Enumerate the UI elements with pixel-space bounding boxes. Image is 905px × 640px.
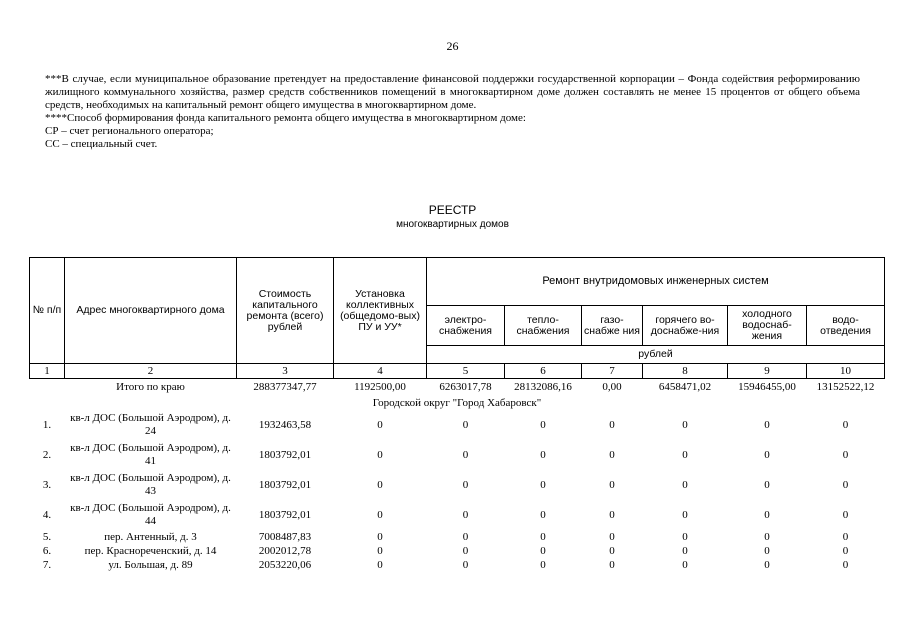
footnote-ss: СС – специальный счет. — [45, 138, 158, 150]
row-cell: 0 — [682, 531, 688, 543]
total-row — [30, 379, 885, 396]
total-cell: 28132086,16 — [514, 381, 572, 393]
total-cell: 13152522,12 — [816, 381, 875, 393]
row-cell: 0 — [609, 531, 615, 543]
header-cold-water: холодного водоснаб-жения — [728, 306, 807, 346]
row-cell: 0 — [540, 559, 546, 571]
row-cell: 0 — [609, 419, 615, 431]
registry-title: РЕЕСТР — [428, 203, 477, 217]
total-cell: 6458471,02 — [658, 381, 712, 393]
column-number: 8 — [643, 364, 728, 379]
row-number: 1. — [42, 419, 52, 431]
row-cell: 0 — [462, 449, 469, 461]
header-meters: Установка коллективных (общедомо-вых) ПУ и УУ* — [334, 258, 427, 364]
row-cell: 0 — [764, 531, 770, 543]
header-cost: Стоимость капитального ремонта (всего) рублей — [237, 258, 334, 364]
row-cell: 0 — [609, 559, 615, 571]
row-number: 7. — [42, 559, 52, 571]
row-cell: 0 — [842, 509, 849, 521]
table-row — [30, 440, 885, 470]
registry-table — [29, 257, 885, 572]
row-cell: 0 — [462, 419, 469, 431]
page-number: 26 — [446, 39, 459, 53]
row-cell: 0 — [682, 509, 688, 521]
column-number: 1 — [30, 364, 65, 379]
row-cell: 0 — [842, 531, 849, 543]
row-cost: 1803792,01 — [258, 449, 312, 461]
row-cell: 0 — [377, 479, 383, 491]
row-cell: 0 — [842, 449, 849, 461]
row-address: ул. Большая, д. 89 — [108, 558, 193, 571]
total-cell: 6263017,78 — [439, 381, 492, 393]
region-row — [30, 395, 885, 410]
table-row — [30, 470, 885, 500]
header-gas: газо-снабже ния — [582, 306, 643, 346]
footnote-three-stars: ***В случае, если муниципальное образование претендует на предоставление финансовой поддержки государственной корпорации – Фонда содействия реформированию жилищного коммунального хозяйства, размер средств собственников помещений в многоквартирном доме должен составлять не менее 15 процентов от общего объема средств, необходимых на капитальный ремонт общего имущества в многоквартирном доме. — [45, 73, 860, 111]
row-cell: 0 — [609, 545, 615, 557]
row-address: пер. Антенный, д. 3 — [104, 530, 197, 543]
row-cell: 0 — [682, 545, 688, 557]
row-cell: 0 — [609, 479, 615, 491]
row-cell: 0 — [682, 449, 688, 461]
header-num: № п/п — [30, 258, 65, 364]
row-cell: 0 — [462, 545, 469, 557]
row-cost: 2053220,06 — [258, 559, 312, 571]
column-number: 4 — [334, 364, 427, 379]
total-cell: 0,00 — [602, 381, 622, 393]
row-cell: 0 — [764, 479, 770, 491]
row-number: 2. — [42, 449, 52, 461]
header-hot-water: горячего во-доснабже-ния — [643, 306, 728, 346]
column-number: 9 — [728, 364, 807, 379]
row-cell: 0 — [462, 531, 469, 543]
total-cell: 15946455,00 — [738, 381, 796, 393]
row-cost: 1932463,58 — [258, 419, 312, 431]
row-cell: 0 — [540, 419, 546, 431]
footnote-sr: СР – счет регионального оператора; — [45, 125, 214, 137]
row-cell: 0 — [462, 509, 469, 521]
row-cell: 0 — [842, 545, 849, 557]
region-label: Городской округ "Город Хабаровск" — [372, 396, 542, 409]
row-cell: 0 — [764, 559, 770, 571]
row-cell: 0 — [764, 449, 770, 461]
row-number: 6. — [42, 545, 52, 557]
table-row — [30, 558, 885, 572]
row-cell: 0 — [842, 479, 849, 491]
table-row — [30, 500, 885, 530]
column-number: 7 — [582, 364, 643, 379]
footnotes — [45, 73, 860, 151]
footnote-four-stars: ****Способ формирования фонда капитального ремонта общего имущества в многоквартирном доме: — [45, 112, 526, 124]
row-cell: 0 — [682, 479, 688, 491]
row-cell: 0 — [377, 559, 383, 571]
row-cost: 1803792,01 — [258, 479, 312, 491]
row-cell: 0 — [842, 419, 849, 431]
row-cell: 0 — [682, 559, 688, 571]
row-cell: 0 — [377, 509, 383, 521]
row-cell: 0 — [842, 559, 849, 571]
table-row — [30, 530, 885, 544]
row-number: 3. — [42, 479, 52, 491]
total-label: Итого по краю — [116, 380, 185, 393]
row-address: кв-л ДОС (Большой Аэродром), д. 24 — [70, 412, 231, 437]
row-cost: 2002012,78 — [258, 545, 312, 557]
row-cell: 0 — [540, 479, 546, 491]
registry-subtitle: многоквартирных домов — [396, 219, 509, 230]
column-numbers-row — [30, 364, 885, 379]
row-cell: 0 — [540, 509, 546, 521]
row-cell: 0 — [764, 545, 770, 557]
table-row — [30, 544, 885, 558]
row-address: кв-л ДОС (Большой Аэродром), д. 44 — [70, 502, 231, 527]
row-address: кв-л ДОС (Большой Аэродром), д. 41 — [70, 442, 231, 467]
row-cost: 1803792,01 — [258, 509, 312, 521]
total-cell: 1192500,00 — [354, 381, 406, 393]
column-number: 2 — [65, 364, 237, 379]
header-heat: тепло-снабжения — [505, 306, 582, 346]
row-cell: 0 — [377, 545, 383, 557]
column-number: 5 — [427, 364, 505, 379]
row-cell: 0 — [682, 419, 688, 431]
header-address: Адрес многоквартирного дома — [65, 258, 237, 364]
header-currency: рублей — [427, 346, 885, 364]
total-cell: 288377347,77 — [253, 381, 317, 393]
column-number: 10 — [807, 364, 885, 379]
row-cost: 7008487,83 — [258, 531, 312, 543]
row-number: 5. — [42, 531, 52, 543]
row-cell: 0 — [377, 419, 383, 431]
row-address: кв-л ДОС (Большой Аэродром), д. 43 — [70, 472, 231, 497]
column-number: 3 — [237, 364, 334, 379]
table-row — [30, 410, 885, 440]
row-cell: 0 — [377, 449, 383, 461]
header-sewer: водо-отведения — [807, 306, 885, 346]
header-electric: электро-снабжения — [427, 306, 505, 346]
row-number: 4. — [42, 509, 52, 521]
row-cell: 0 — [609, 449, 615, 461]
row-address: пер. Краснореченский, д. 14 — [84, 544, 217, 557]
row-cell: 0 — [540, 531, 546, 543]
row-cell: 0 — [377, 531, 383, 543]
column-number: 6 — [505, 364, 582, 379]
row-cell: 0 — [462, 479, 469, 491]
row-cell: 0 — [764, 419, 770, 431]
row-cell: 0 — [462, 559, 469, 571]
row-cell: 0 — [609, 509, 615, 521]
row-cell: 0 — [764, 509, 770, 521]
row-cell: 0 — [540, 545, 546, 557]
header-systems-group: Ремонт внутридомовых инженерных систем — [427, 258, 885, 306]
row-cell: 0 — [540, 449, 546, 461]
